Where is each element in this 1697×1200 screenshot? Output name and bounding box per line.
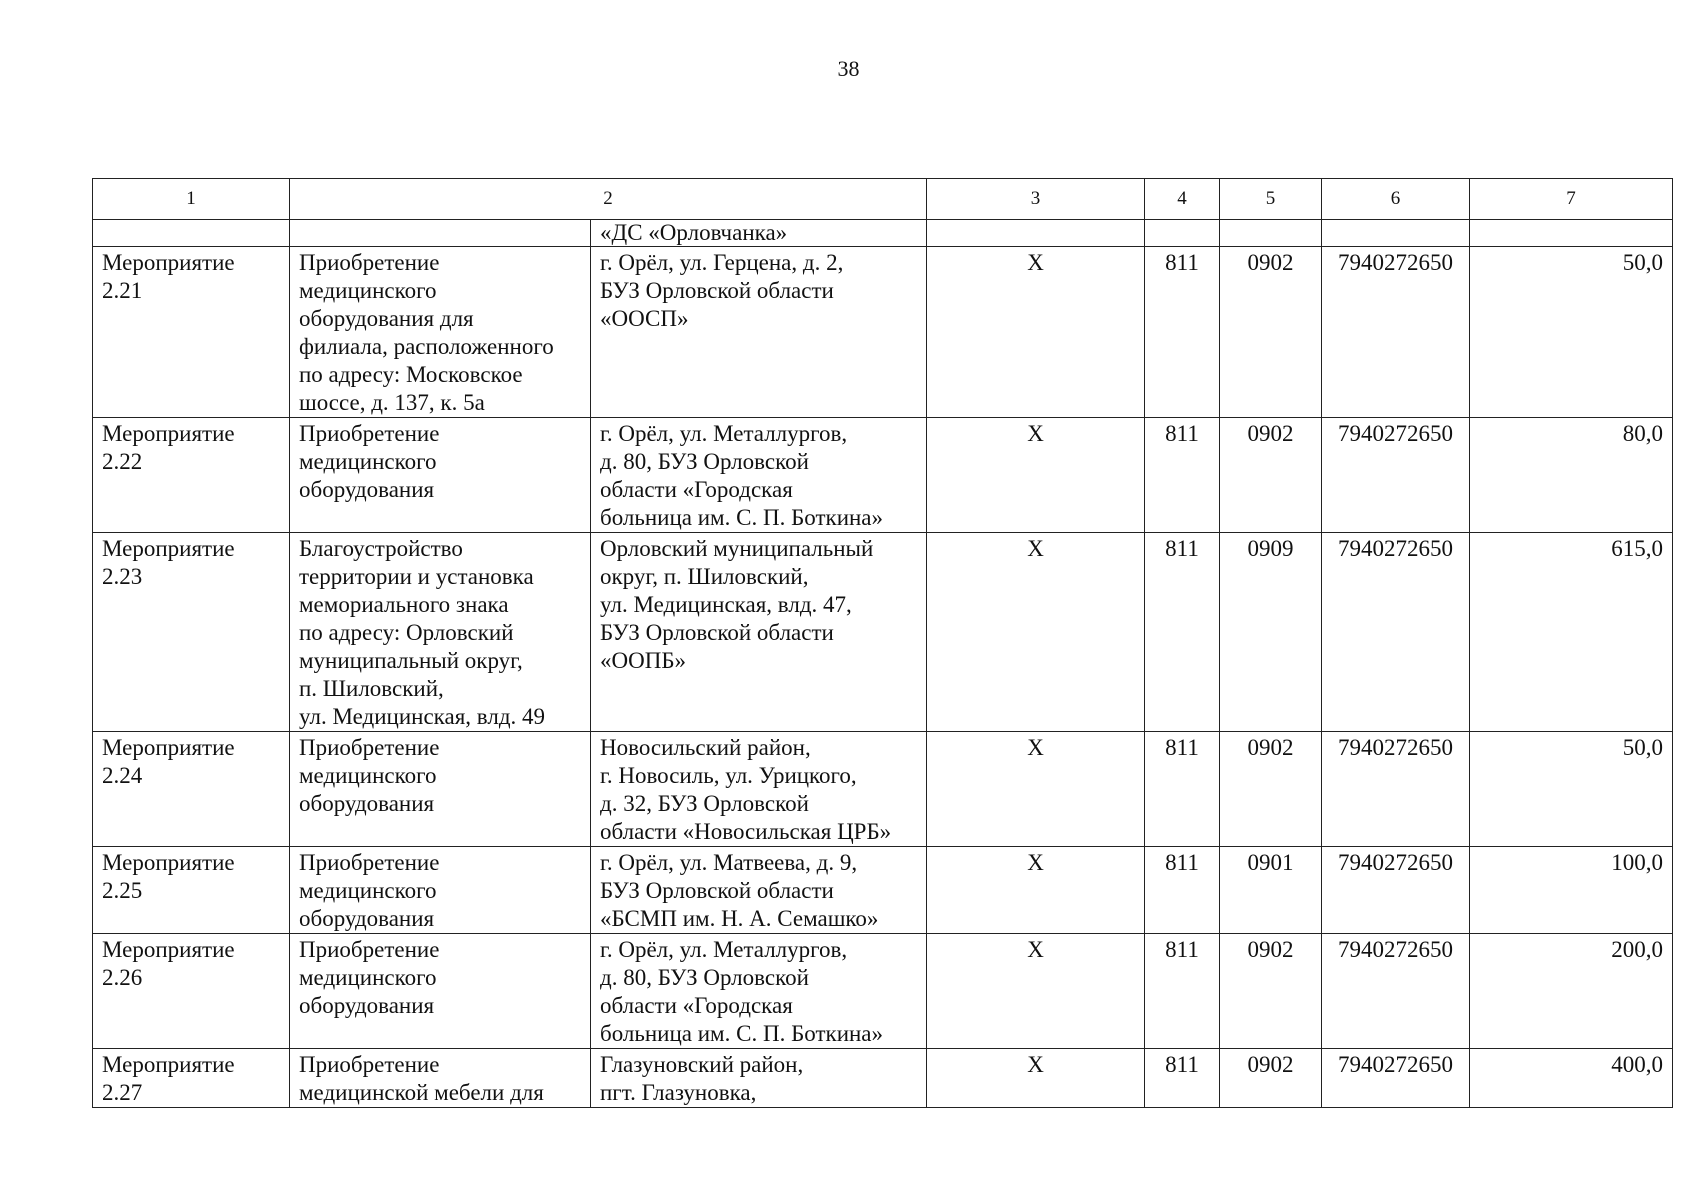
address-cell: Орловский муниципальный округ, п. Шиловский, ул. Медицинская, влд. 47, БУЗ Орловской области «ООПБ»	[591, 533, 927, 732]
col6-cell: 7940272650	[1322, 533, 1470, 732]
col4-cell: 811	[1145, 533, 1220, 732]
description-cell: Приобретение медицинского оборудования	[290, 934, 591, 1049]
col3-cell: Х	[927, 732, 1145, 847]
col6-cell: 7940272650	[1322, 247, 1470, 418]
col6-cell: 7940272650	[1322, 934, 1470, 1049]
col5-cell: 0901	[1220, 847, 1322, 934]
table-row	[93, 732, 1673, 847]
col6-cell: 7940272650	[1322, 847, 1470, 934]
table-row	[93, 247, 1673, 418]
col4-cell: 811	[1145, 934, 1220, 1049]
col7-cell: 200,0	[1470, 934, 1673, 1049]
page-number: 38	[837, 56, 860, 81]
col4-cell: 811	[1145, 247, 1220, 418]
col7-cell: 100,0	[1470, 847, 1673, 934]
header-col-1: 1	[93, 179, 290, 220]
description-cell: Приобретение медицинского оборудования	[290, 847, 591, 934]
event-cell: Мероприятие 2.25	[93, 847, 290, 934]
header-col-2: 2	[290, 179, 927, 220]
budget-table	[92, 178, 1673, 1108]
address-cell: г. Орёл, ул. Герцена, д. 2, БУЗ Орловской области «ООСП»	[591, 247, 927, 418]
col5-cell: 0902	[1220, 732, 1322, 847]
event-cell: Мероприятие 2.27	[93, 1049, 290, 1108]
col5-cell: 0902	[1220, 247, 1322, 418]
col7-cell: 80,0	[1470, 418, 1673, 533]
col3-cell: Х	[927, 847, 1145, 934]
header-col-5: 5	[1220, 179, 1322, 220]
col7-cell: 50,0	[1470, 247, 1673, 418]
col5-cell: 0902	[1220, 418, 1322, 533]
description-cell: Благоустройство территории и установка мемориального знака по адресу: Орловский муниципальный округ, п. Шиловский, ул. Медицинская, влд. 49	[290, 533, 591, 732]
table-header-row	[93, 179, 1673, 220]
col3-cell: Х	[927, 533, 1145, 732]
continuation-address: «ДС «Орловчанка»	[591, 220, 927, 247]
continuation-row	[93, 220, 1673, 247]
table-row	[93, 1049, 1673, 1108]
event-cell: Мероприятие 2.26	[93, 934, 290, 1049]
address-cell: г. Орёл, ул. Металлургов, д. 80, БУЗ Орловской области «Городская больница им. С. П. Боткина»	[591, 934, 927, 1049]
col3-cell: Х	[927, 1049, 1145, 1108]
col3-cell: Х	[927, 934, 1145, 1049]
table-row	[93, 847, 1673, 934]
col5-cell: 0909	[1220, 533, 1322, 732]
table-row	[93, 934, 1673, 1049]
col7-cell: 615,0	[1470, 533, 1673, 732]
col4-cell: 811	[1145, 418, 1220, 533]
col3-cell: Х	[927, 247, 1145, 418]
col7-cell: 400,0	[1470, 1049, 1673, 1108]
event-cell: Мероприятие 2.24	[93, 732, 290, 847]
col5-cell: 0902	[1220, 934, 1322, 1049]
description-cell: Приобретение медицинской мебели для	[290, 1049, 591, 1108]
address-cell: г. Орёл, ул. Матвеева, д. 9, БУЗ Орловской области «БСМП им. Н. А. Семашко»	[591, 847, 927, 934]
col4-cell: 811	[1145, 847, 1220, 934]
header-col-4: 4	[1145, 179, 1220, 220]
col7-cell: 50,0	[1470, 732, 1673, 847]
col4-cell: 811	[1145, 732, 1220, 847]
event-cell: Мероприятие 2.21	[93, 247, 290, 418]
table-row	[93, 533, 1673, 732]
col3-cell: Х	[927, 418, 1145, 533]
table-body	[93, 247, 1673, 1108]
col6-cell: 7940272650	[1322, 732, 1470, 847]
header-col-6: 6	[1322, 179, 1470, 220]
description-cell: Приобретение медицинского оборудования	[290, 732, 591, 847]
header-col-3: 3	[927, 179, 1145, 220]
col6-cell: 7940272650	[1322, 418, 1470, 533]
col4-cell: 811	[1145, 1049, 1220, 1108]
table-row	[93, 418, 1673, 533]
event-cell: Мероприятие 2.22	[93, 418, 290, 533]
col6-cell: 7940272650	[1322, 1049, 1470, 1108]
description-cell: Приобретение медицинского оборудования для филиала, расположенного по адресу: Московское шоссе, д. 137, к. 5а	[290, 247, 591, 418]
address-cell: г. Орёл, ул. Металлургов, д. 80, БУЗ Орловской области «Городская больница им. С. П. Боткина»	[591, 418, 927, 533]
address-cell: Глазуновский район, пгт. Глазуновка,	[591, 1049, 927, 1108]
event-cell: Мероприятие 2.23	[93, 533, 290, 732]
col5-cell: 0902	[1220, 1049, 1322, 1108]
header-col-7: 7	[1470, 179, 1673, 220]
description-cell: Приобретение медицинского оборудования	[290, 418, 591, 533]
address-cell: Новосильский район, г. Новосиль, ул. Урицкого, д. 32, БУЗ Орловской области «Новосильская ЦРБ»	[591, 732, 927, 847]
